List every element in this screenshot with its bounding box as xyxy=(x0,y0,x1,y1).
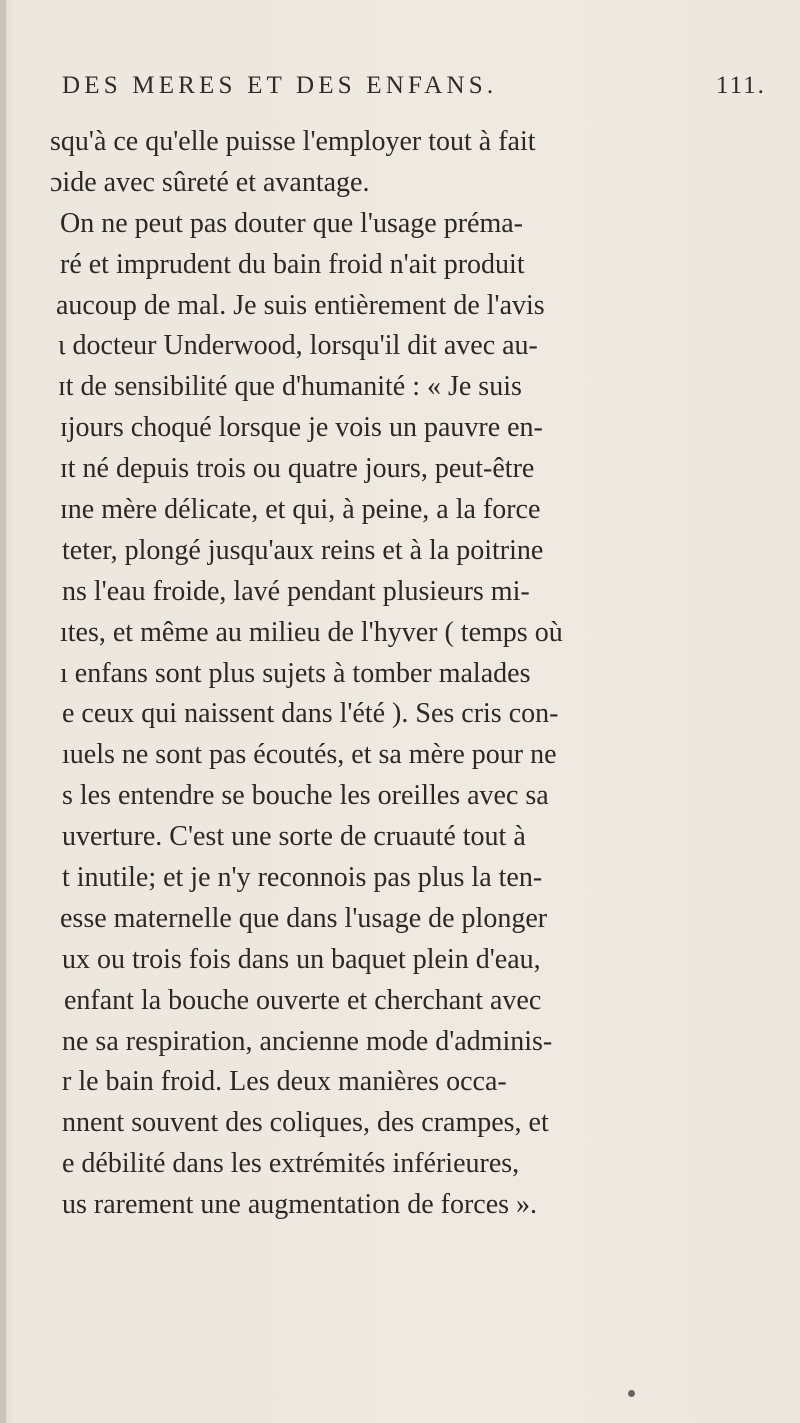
body-text xyxy=(40,122,792,1226)
text-line: e débilité dans les extrémités inférieures, xyxy=(62,1148,520,1180)
text-line: ré et imprudent du bain froid n'ait produit xyxy=(60,248,525,280)
text-line: aucoup de mal. Je suis entièrement de l'avis xyxy=(56,289,545,321)
text-line: ɪne mère délicate, et qui, à peine, a la force xyxy=(60,494,541,526)
text-line: ıuels ne sont pas écoutés, et sa mère pour ne xyxy=(62,739,557,771)
text-line: ɪt de sensibilité que d'humanité : « Je suis xyxy=(58,371,522,403)
text-line: nnent souvent des coliques, des crampes, et xyxy=(62,1107,549,1139)
ink-spot xyxy=(628,1390,635,1397)
text-line: esse maternelle que dans l'usage de plonger xyxy=(60,902,548,934)
page-number: 111. xyxy=(716,72,766,99)
text-line: us rarement une augmentation de forces ». xyxy=(62,1189,538,1221)
text-line: ɪt né depuis trois ou quatre jours, peut-être xyxy=(60,453,535,485)
text-line: ɔide avec sûreté et avantage. xyxy=(50,166,370,198)
text-line: ux ou trois fois dans un baquet plein d'eau, xyxy=(62,943,541,975)
text-line: e ceux qui naissent dans l'été ). Ses cris con- xyxy=(62,698,559,730)
text-line: squ'à ce qu'elle puisse l'employer tout à fait xyxy=(50,126,536,157)
text-line: enfant la bouche ouverte et cherchant avec xyxy=(64,984,542,1016)
page-gutter-shadow xyxy=(0,0,6,1423)
text-line: teter, plongé jusqu'aux reins et à la poitrine xyxy=(62,534,544,566)
text-line: t inutile; et je n'y reconnois pas plus la ten- xyxy=(62,862,543,894)
text-line: ns l'eau froide, lavé pendant plusieurs mi- xyxy=(62,575,530,607)
page-header xyxy=(0,72,800,108)
text-line: uverture. C'est une sorte de cruauté tout à xyxy=(62,821,526,853)
text-line: ı enfans sont plus sujets à tomber malades xyxy=(60,657,531,689)
text-line: r le bain froid. Les deux manières occa- xyxy=(62,1066,507,1098)
text-line: ɪjours choqué lorsque je vois un pauvre en- xyxy=(60,412,543,444)
text-line: On ne peut pas douter que l'usage préma- xyxy=(60,207,523,239)
text-line: ne sa respiration, ancienne mode d'adminis- xyxy=(62,1025,553,1057)
text-line: s les entendre se bouche les oreilles avec sa xyxy=(62,780,549,812)
text-line: ι docteur Underwood, lorsqu'il dit avec au- xyxy=(58,330,538,362)
running-head: DES MERES ET DES ENFANS. xyxy=(62,72,498,99)
text-line: ıtes, et même au milieu de l'hyver ( temps où xyxy=(60,616,563,648)
